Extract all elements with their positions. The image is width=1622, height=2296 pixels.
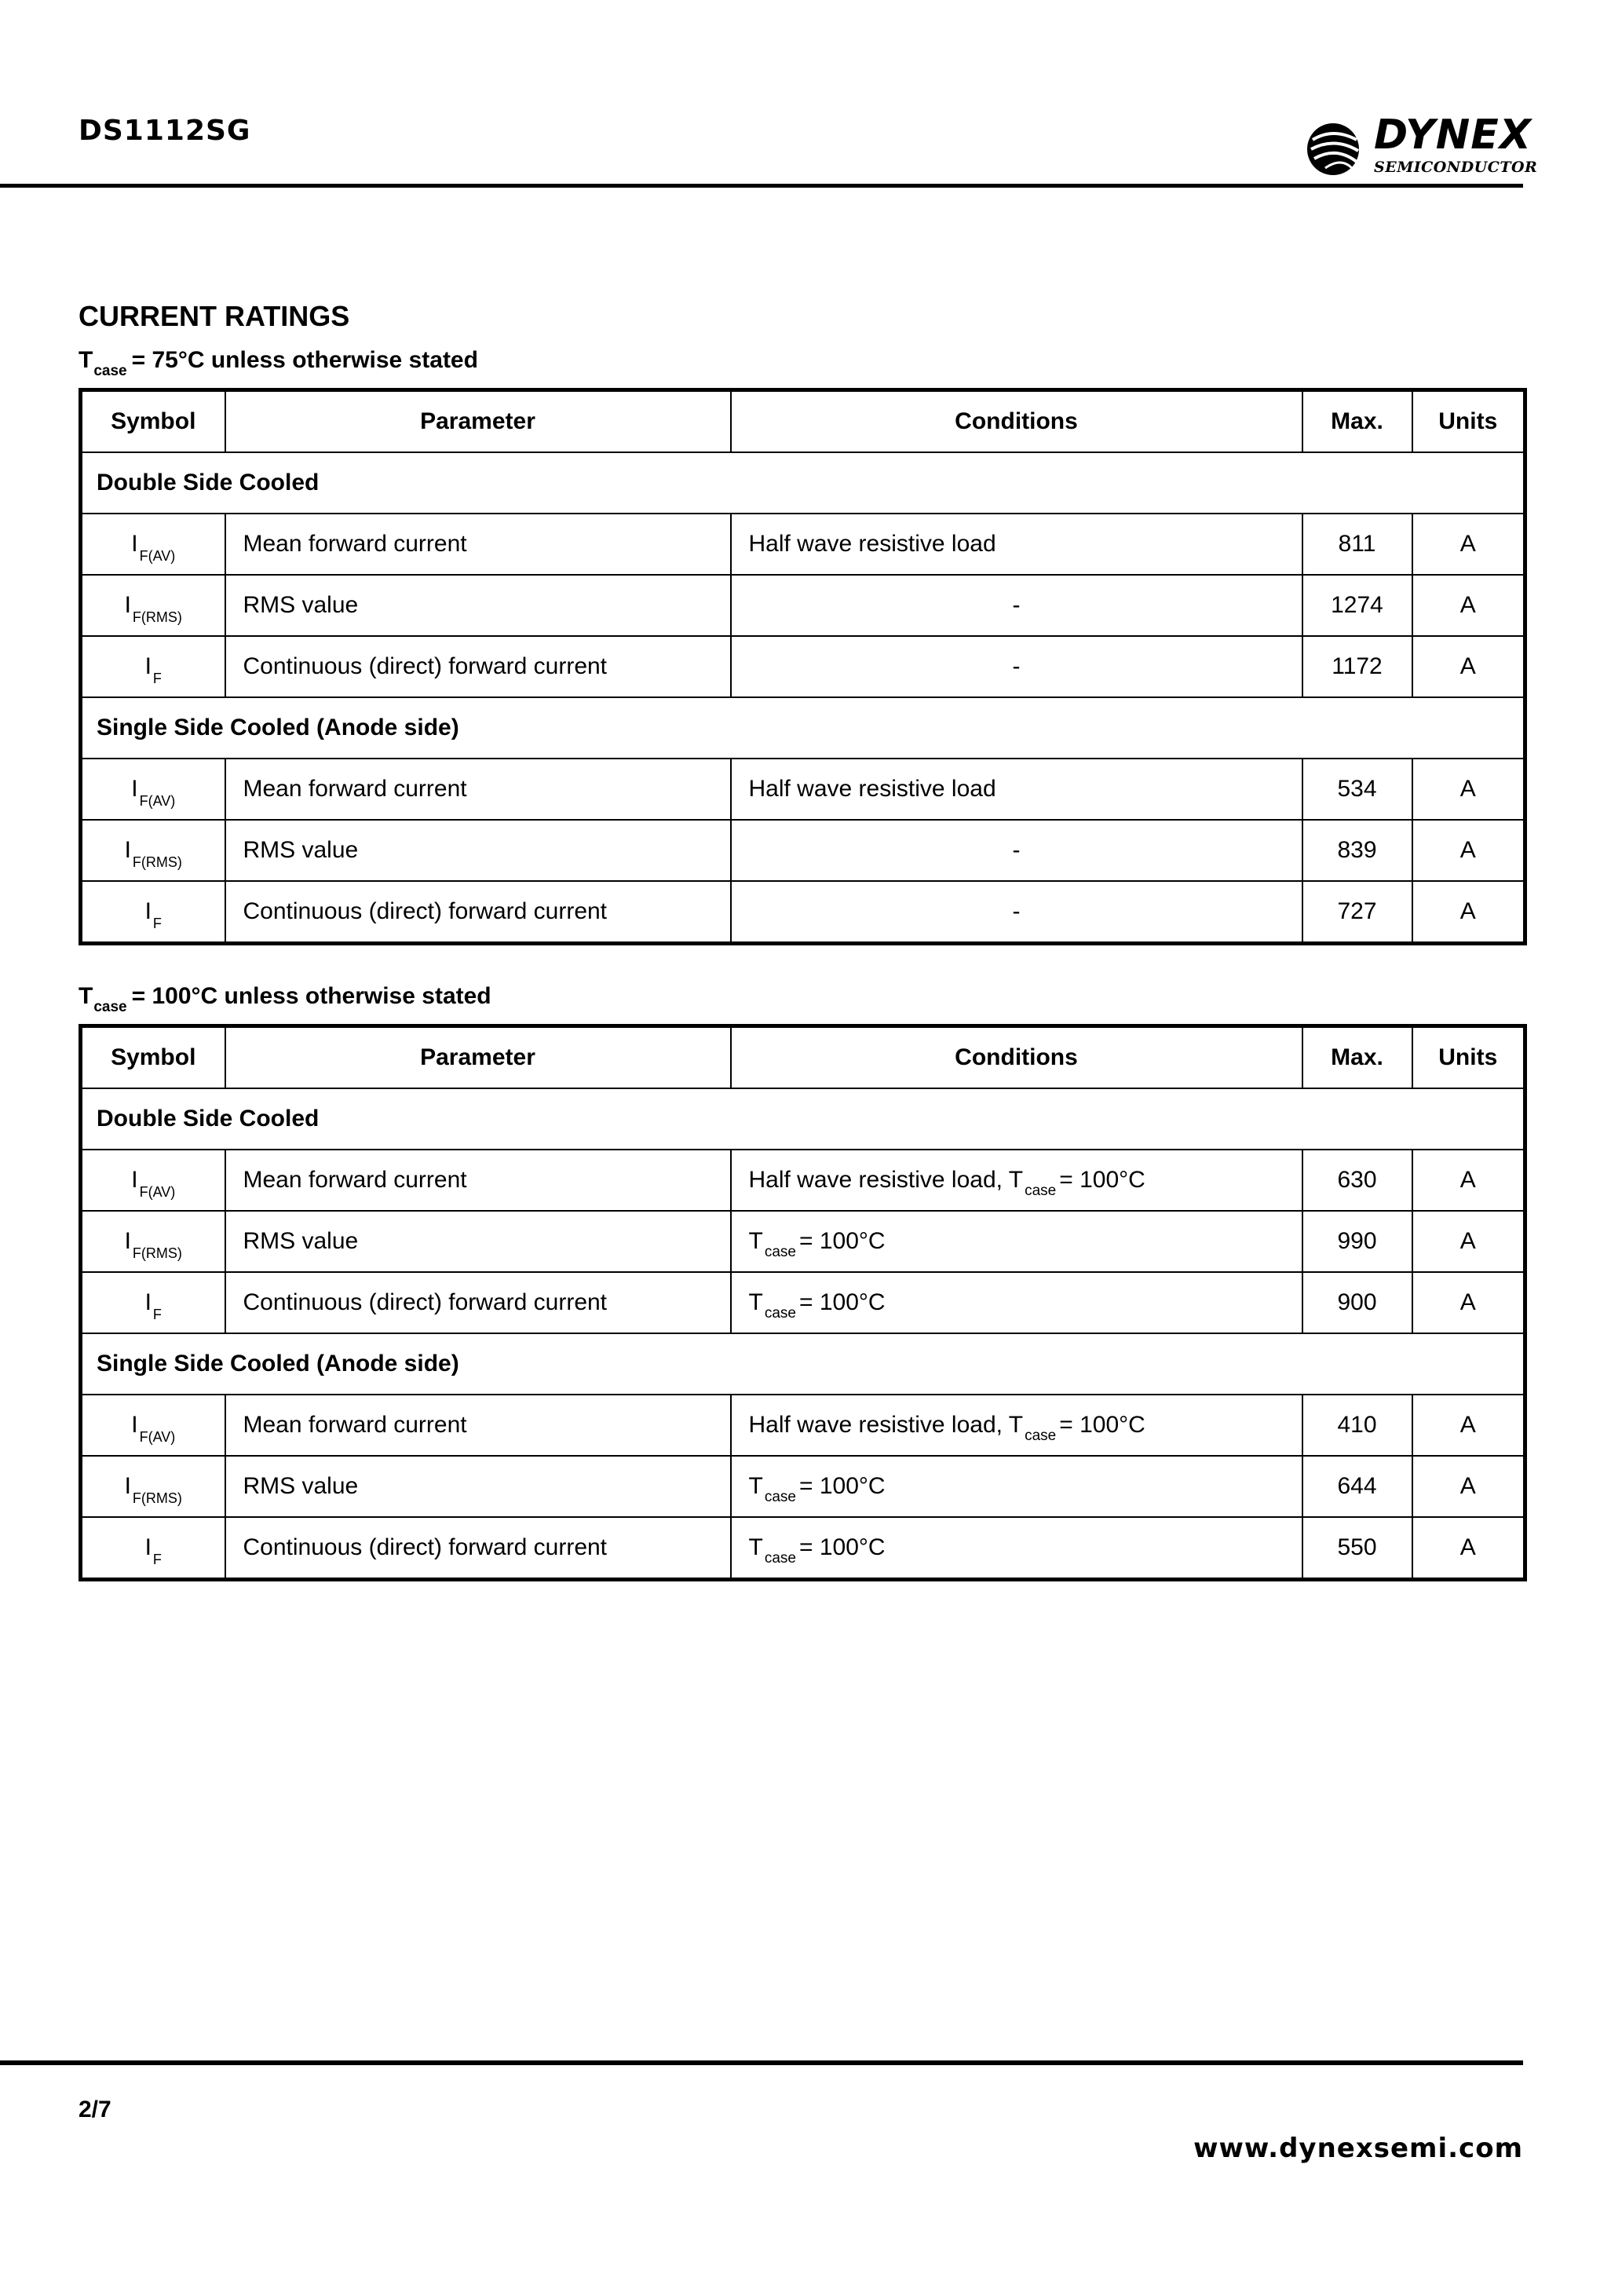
conditions-subscript: case (1025, 1428, 1057, 1444)
conditions-cell: - (731, 820, 1302, 881)
conditions-text: T (748, 1228, 763, 1254)
table-row (81, 1517, 1525, 1580)
conditions-cell: - (731, 636, 1302, 697)
parameter-cell: Mean forward current (225, 759, 731, 820)
conditions-value: = 100°C (1059, 1167, 1145, 1193)
symbol-main: I (144, 898, 152, 924)
symbol-cell (81, 1517, 225, 1580)
units-cell: A (1412, 1211, 1525, 1272)
table-row (81, 575, 1525, 636)
column-header-parameter: Parameter (225, 1026, 731, 1089)
symbol-cell (81, 1395, 225, 1456)
symbol-cell (81, 575, 225, 636)
column-header-parameter: Parameter (225, 390, 731, 453)
logo-wordmark: DYNEX (1374, 112, 1532, 159)
section-title: CURRENT RATINGS (79, 300, 350, 332)
units-cell: A (1412, 1456, 1525, 1517)
conditions-value: = 100°C (798, 1289, 886, 1315)
parameter-cell: Continuous (direct) forward current (225, 1517, 731, 1580)
symbol-subscript: F(AV) (139, 793, 176, 809)
logo-swirl-icon (1302, 116, 1364, 179)
parameter-cell: RMS value (225, 1456, 731, 1517)
symbol-main: I (124, 837, 131, 863)
symbol-subscript: F(AV) (139, 1429, 176, 1445)
ratings-table-100c (79, 1024, 1527, 1581)
table-row (81, 759, 1525, 820)
group-title: Single Side Cooled (Anode side) (81, 1333, 1525, 1395)
symbol-cell (81, 1456, 225, 1517)
units-cell: A (1412, 575, 1525, 636)
symbol-main: I (124, 592, 131, 618)
parameter-cell: Continuous (direct) forward current (225, 1272, 731, 1333)
parameter-cell: RMS value (225, 820, 731, 881)
symbol-subscript: F (152, 916, 162, 931)
max-cell: 839 (1302, 820, 1412, 881)
conditions-text: T (748, 1534, 763, 1560)
website-url: www.dynexsemi.com (1193, 2133, 1523, 2164)
group-row (81, 697, 1525, 759)
symbol-subscript: F(RMS) (132, 609, 182, 625)
conditions-value: = 100°C (798, 1534, 886, 1560)
symbol-subscript: F(RMS) (132, 1490, 182, 1506)
symbol-cell (81, 1211, 225, 1272)
table-row (81, 1272, 1525, 1333)
max-cell: 900 (1302, 1272, 1412, 1333)
units-cell: A (1412, 1272, 1525, 1333)
doc-code: DS1112SG (79, 115, 251, 147)
conditions-text: T (748, 1473, 763, 1499)
symbol-main: I (124, 1473, 131, 1499)
symbol-cell (81, 759, 225, 820)
units-cell: A (1412, 1150, 1525, 1211)
conditions-cell: Half wave resistive load (731, 759, 1302, 820)
conditions-cell: Half wave resistive load (731, 514, 1302, 575)
table-row (81, 1456, 1525, 1517)
table-row (81, 1395, 1525, 1456)
conditions-value: = 100°C (798, 1228, 886, 1254)
symbol-subscript: F (152, 1552, 162, 1567)
units-cell: A (1412, 759, 1525, 820)
footer-rule (0, 2060, 1523, 2065)
parameter-cell: Continuous (direct) forward current (225, 636, 731, 697)
symbol-main: I (131, 1167, 138, 1193)
column-header-symbol: Symbol (81, 1026, 225, 1089)
group-title: Double Side Cooled (81, 1088, 1525, 1150)
conditions-cell (731, 1517, 1302, 1580)
symbol-subscript: F (152, 1307, 162, 1322)
conditions-cell (731, 1272, 1302, 1333)
page-number: 2/7 (79, 2097, 111, 2122)
symbol-cell (81, 820, 225, 881)
symbol-main: I (124, 1228, 131, 1254)
group-row (81, 452, 1525, 514)
symbol-cell (81, 881, 225, 944)
conditions-text: Half wave resistive load, T (748, 1412, 1024, 1438)
symbol-main: I (131, 776, 138, 802)
column-header-symbol: Symbol (81, 390, 225, 453)
column-header-units: Units (1412, 1026, 1525, 1089)
symbol-subscript: F(RMS) (132, 854, 182, 870)
conditions-cell: - (731, 881, 1302, 944)
header-row (81, 1026, 1525, 1089)
conditions-text: Half wave resistive load, T (748, 1167, 1024, 1193)
group-title: Double Side Cooled (81, 452, 1525, 514)
column-header-conditions: Conditions (731, 390, 1302, 453)
conditions-cell (731, 1211, 1302, 1272)
conditions-value: = 100°C (798, 1473, 886, 1499)
max-cell: 534 (1302, 759, 1412, 820)
parameter-cell: RMS value (225, 575, 731, 636)
table-row (81, 636, 1525, 697)
parameter-cell: Continuous (direct) forward current (225, 881, 731, 944)
max-cell: 1172 (1302, 636, 1412, 697)
header-row (81, 390, 1525, 453)
symbol-main: I (144, 653, 152, 679)
header-rule (0, 184, 1523, 188)
units-cell: A (1412, 636, 1525, 697)
units-cell: A (1412, 1395, 1525, 1456)
max-cell: 1274 (1302, 575, 1412, 636)
table-condition-1: $T_{case} = 75^\circ C$ unless otherwise stated (79, 347, 478, 379)
conditions-text: T (748, 1289, 763, 1315)
units-cell: A (1412, 881, 1525, 944)
symbol-main: I (144, 1289, 152, 1315)
table-row (81, 1150, 1525, 1211)
symbol-cell (81, 1150, 225, 1211)
symbol-subscript: F(RMS) (132, 1245, 182, 1261)
parameter-cell: RMS value (225, 1211, 731, 1272)
units-cell: A (1412, 1517, 1525, 1580)
max-cell: 811 (1302, 514, 1412, 575)
group-row (81, 1333, 1525, 1395)
table-condition-2: $T_{case} = 100^\circ C$ unless otherwise stated (79, 983, 491, 1015)
symbol-cell (81, 514, 225, 575)
units-cell: A (1412, 514, 1525, 575)
column-header-conditions: Conditions (731, 1026, 1302, 1089)
symbol-main: I (131, 531, 138, 557)
conditions-subscript: case (764, 1305, 796, 1322)
group-row (81, 1088, 1525, 1150)
conditions-cell: - (731, 575, 1302, 636)
symbol-cell (81, 1272, 225, 1333)
ratings-table-75c (79, 388, 1527, 945)
symbol-cell (81, 636, 225, 697)
column-header-units: Units (1412, 390, 1525, 453)
table-row (81, 514, 1525, 575)
symbol-main: I (131, 1412, 138, 1438)
symbol-subscript: F (152, 671, 162, 686)
symbol-subscript: F(AV) (139, 1184, 176, 1200)
max-cell: 727 (1302, 881, 1412, 944)
symbol-subscript: F(AV) (139, 548, 176, 564)
conditions-subscript: case (764, 1550, 796, 1567)
column-header-max: Max. (1302, 390, 1412, 453)
parameter-cell: Mean forward current (225, 514, 731, 575)
conditions-subscript: case (1025, 1183, 1057, 1199)
max-cell: 410 (1302, 1395, 1412, 1456)
max-cell: 990 (1302, 1211, 1412, 1272)
conditions-cell (731, 1456, 1302, 1517)
parameter-cell: Mean forward current (225, 1395, 731, 1456)
conditions-subscript: case (764, 1244, 796, 1260)
max-cell: 644 (1302, 1456, 1412, 1517)
conditions-subscript: case (764, 1489, 796, 1505)
max-cell: 630 (1302, 1150, 1412, 1211)
units-cell: A (1412, 820, 1525, 881)
logo-subtitle: SEMICONDUCTOR (1374, 159, 1538, 176)
max-cell: 550 (1302, 1517, 1412, 1580)
conditions-cell (731, 1150, 1302, 1211)
conditions-cell (731, 1395, 1302, 1456)
table-row (81, 1211, 1525, 1272)
conditions-value: = 100°C (1059, 1412, 1145, 1438)
symbol-main: I (144, 1534, 152, 1560)
table-row (81, 820, 1525, 881)
table-row (81, 881, 1525, 944)
column-header-max: Max. (1302, 1026, 1412, 1089)
company-logo (1302, 112, 1538, 179)
group-title: Single Side Cooled (Anode side) (81, 697, 1525, 759)
parameter-cell: Mean forward current (225, 1150, 731, 1211)
